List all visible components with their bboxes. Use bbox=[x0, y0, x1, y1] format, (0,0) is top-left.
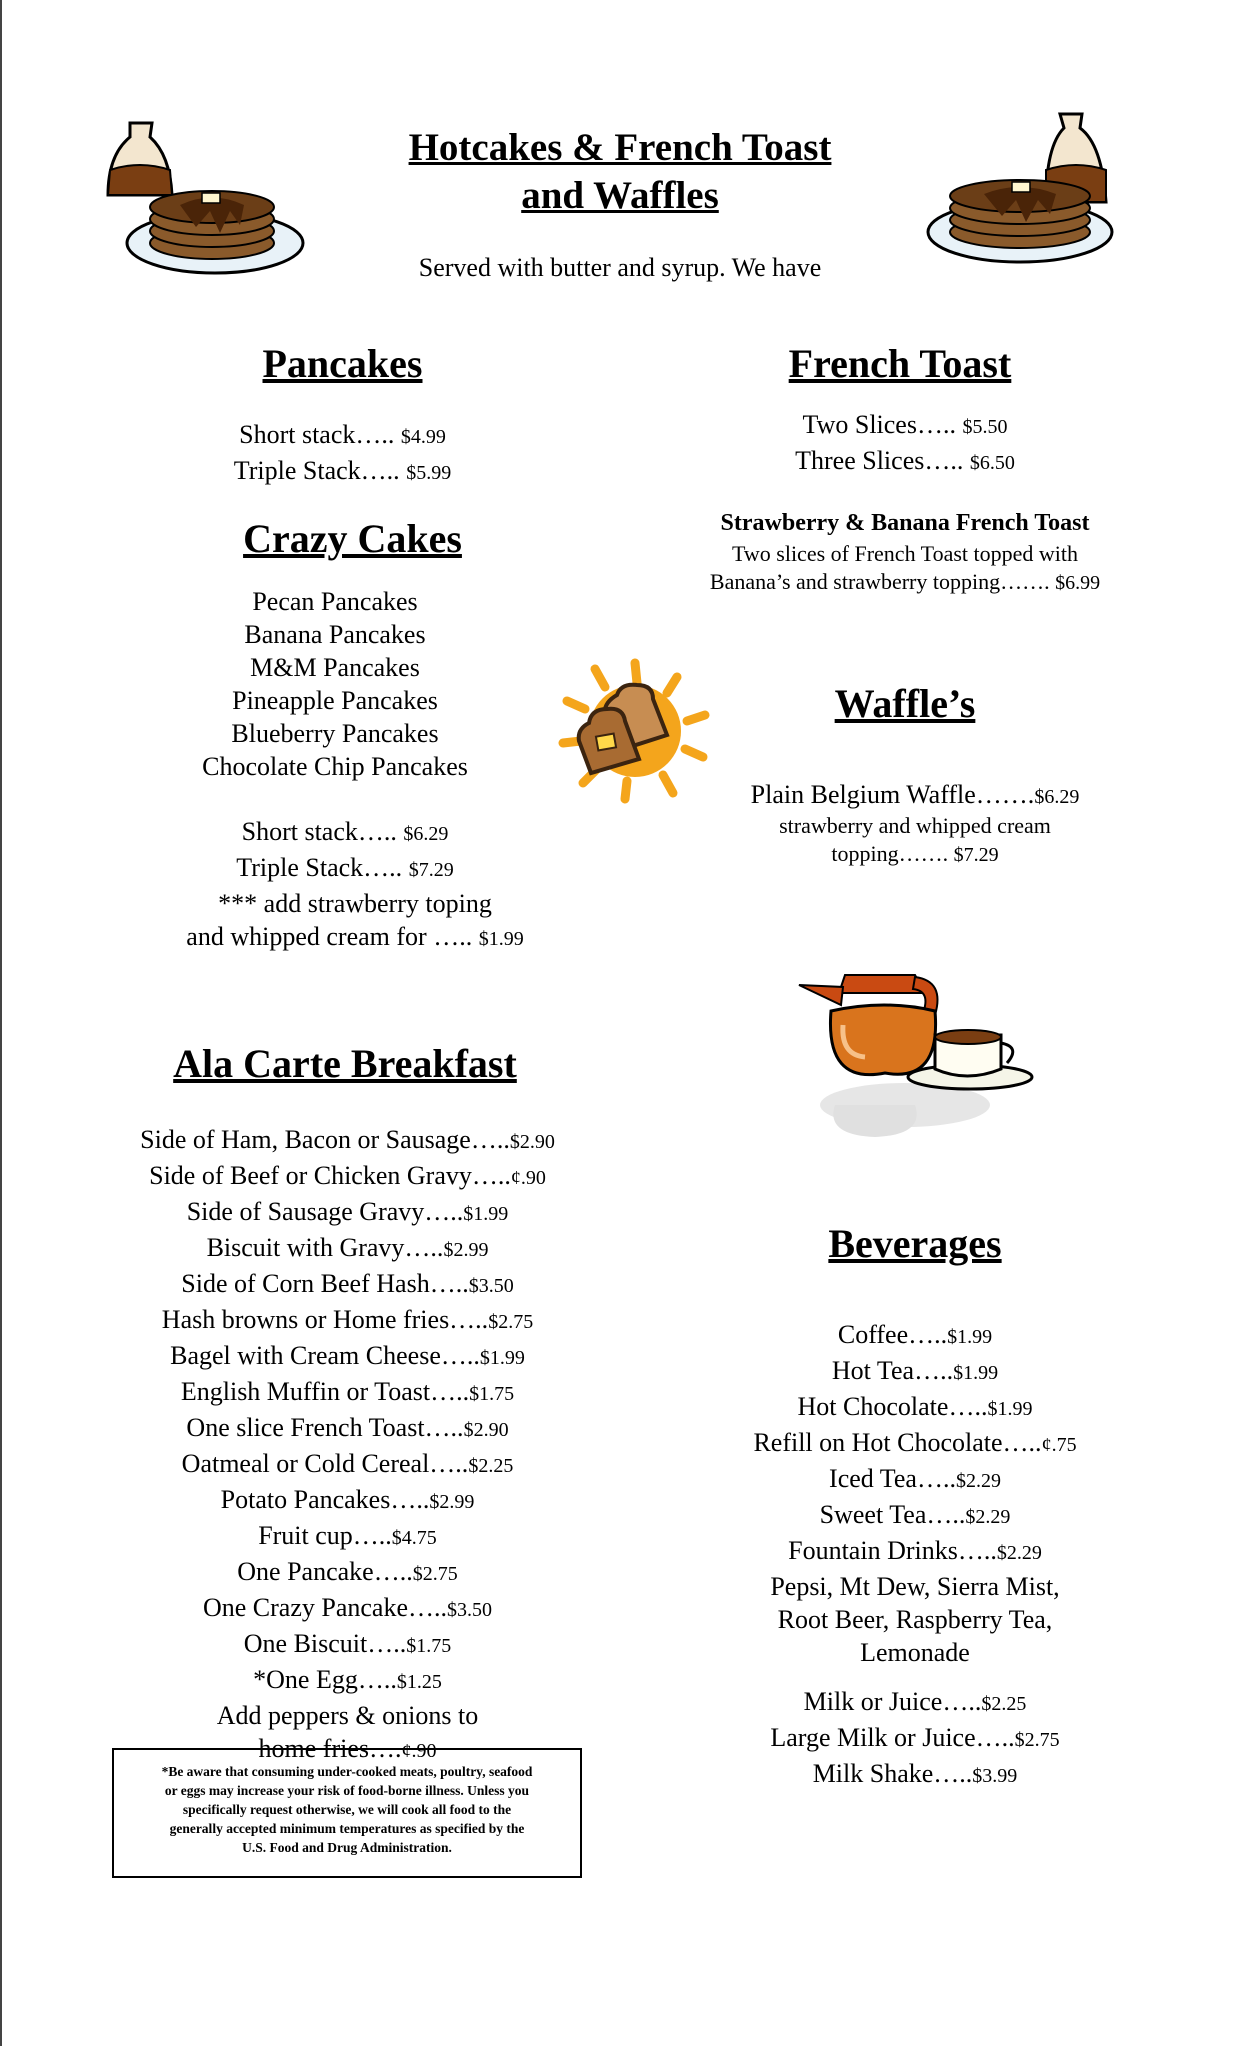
flavor-item: Pecan Pancakes bbox=[252, 587, 418, 616]
flavor-item: Chocolate Chip Pancakes bbox=[202, 752, 468, 781]
menu-item: One slice French Toast…..$2.90 bbox=[186, 1413, 509, 1442]
addon-line: and whipped cream for ….. $1.99 bbox=[186, 922, 524, 951]
toast-sun-icon bbox=[555, 655, 715, 805]
menu-item: Two Slices….. $5.50 bbox=[802, 410, 1008, 439]
waffles-heading: Waffle’s bbox=[834, 681, 976, 726]
menu-item: Triple Stack….. $5.99 bbox=[233, 456, 452, 485]
menu-item: Milk Shake…..$3.99 bbox=[812, 1759, 1018, 1788]
menu-item: Side of Sausage Gravy…..$1.99 bbox=[186, 1197, 509, 1226]
menu-item: Fountain Drinks…..$2.29 bbox=[788, 1536, 1042, 1565]
beverages-heading: Beverages bbox=[828, 1221, 1002, 1266]
fountain-line: Lemonade bbox=[860, 1638, 970, 1667]
pancakes-list bbox=[190, 418, 495, 490]
menu-item: Iced Tea…..$2.29 bbox=[829, 1464, 1001, 1493]
pancake-stack-icon bbox=[100, 115, 305, 285]
disclaimer-line: specifically request otherwise, we will cook all food to the bbox=[182, 1802, 512, 1817]
disclaimer-line: or eggs may increase your risk of food-borne illness. Unless you bbox=[164, 1783, 530, 1798]
special-line: Two slices of French Toast topped with bbox=[731, 541, 1079, 566]
special-description bbox=[660, 540, 1150, 597]
flavor-item: Banana Pancakes bbox=[244, 620, 426, 649]
menu-title-line2: and Waffles bbox=[521, 174, 719, 217]
menu-item: Large Milk or Juice…..$2.75 bbox=[770, 1723, 1060, 1752]
disclaimer-line: U.S. Food and Drug Administration. bbox=[242, 1840, 452, 1855]
menu-item: Hot Tea…..$1.99 bbox=[831, 1356, 999, 1385]
special-title: Strawberry & Banana French Toast bbox=[720, 510, 1090, 536]
menu-item: One Crazy Pancake…..$3.50 bbox=[202, 1593, 493, 1622]
menu-item: Biscuit with Gravy…..$2.99 bbox=[206, 1233, 489, 1262]
menu-item: Fruit cup…..$4.75 bbox=[258, 1521, 437, 1550]
disclaimer-line: generally accepted minimum temperatures as specified by the bbox=[169, 1821, 525, 1836]
french-toast-list bbox=[760, 408, 1050, 480]
menu-item: Side of Beef or Chicken Gravy…..¢.90 bbox=[149, 1161, 546, 1190]
crazy-cakes-flavors bbox=[150, 585, 520, 783]
menu-item: Side of Corn Beef Hash…..$3.50 bbox=[181, 1269, 514, 1298]
coffee-pot-icon bbox=[795, 965, 1035, 1145]
flavor-item: Pineapple Pancakes bbox=[232, 686, 438, 715]
beverages-list bbox=[700, 1318, 1130, 1793]
menu-item: Refill on Hot Chocolate…..¢.75 bbox=[753, 1428, 1077, 1457]
menu-item: Coffee…..$1.99 bbox=[837, 1320, 993, 1349]
addon-line: *** add strawberry toping bbox=[218, 889, 492, 918]
menu-item: Three Slices….. $6.50 bbox=[795, 446, 1015, 475]
peppers-line: home fries….¢.90 bbox=[258, 1734, 437, 1763]
topping-line: topping……. $7.29 bbox=[831, 841, 999, 866]
menu-item: Oatmeal or Cold Cereal…..$2.25 bbox=[181, 1449, 514, 1478]
topping-line: strawberry and whipped cream bbox=[779, 813, 1051, 838]
menu-item: One Biscuit…..$1.75 bbox=[243, 1629, 452, 1658]
flavor-item: M&M Pancakes bbox=[250, 653, 420, 682]
menu-item: One Pancake…..$2.75 bbox=[237, 1557, 458, 1586]
waffle-item: Plain Belgium Waffle…….$6.29 bbox=[750, 780, 1080, 809]
special-line: Banana’s and strawberry topping……. $6.99 bbox=[709, 569, 1101, 594]
menu-subtitle: Served with butter and syrup. We have bbox=[418, 253, 822, 282]
menu-item: English Muffin or Toast…..$1.75 bbox=[180, 1377, 515, 1406]
menu-item: Milk or Juice…..$2.25 bbox=[803, 1687, 1027, 1716]
crazy-cakes-prices bbox=[150, 815, 560, 956]
menu-item: *One Egg…..$1.25 bbox=[253, 1665, 442, 1694]
peppers-line: Add peppers & onions to bbox=[216, 1701, 479, 1730]
menu-item: Hot Chocolate…..$1.99 bbox=[797, 1392, 1033, 1421]
ala-carte-heading: Ala Carte Breakfast bbox=[173, 1041, 517, 1086]
flavor-item: Blueberry Pancakes bbox=[231, 719, 439, 748]
menu-item: Bagel with Cream Cheese…..$1.99 bbox=[170, 1341, 525, 1370]
crazy-cakes-heading: Crazy Cakes bbox=[243, 516, 462, 561]
menu-item: Sweet Tea…..$2.29 bbox=[819, 1500, 1011, 1529]
menu-item: Side of Ham, Bacon or Sausage…..$2.90 bbox=[140, 1125, 555, 1154]
menu-item: Short stack….. $4.99 bbox=[239, 420, 446, 449]
menu-item: Potato Pancakes…..$2.99 bbox=[220, 1485, 475, 1514]
menu-title-line1: Hotcakes & French Toast bbox=[408, 126, 832, 169]
pancake-stack-icon bbox=[920, 110, 1140, 275]
menu-item: Triple Stack….. $7.29 bbox=[236, 853, 454, 882]
pancakes-heading: Pancakes bbox=[262, 341, 423, 386]
menu-item: Hash browns or Home fries…..$2.75 bbox=[161, 1305, 534, 1334]
food-safety-disclaimer bbox=[112, 1748, 582, 1878]
fountain-line: Pepsi, Mt Dew, Sierra Mist, bbox=[770, 1572, 1060, 1601]
ala-carte-list bbox=[100, 1123, 595, 1768]
menu-item: Short stack….. $6.29 bbox=[241, 817, 449, 846]
disclaimer-line: *Be aware that consuming under-cooked meats, poultry, seafood bbox=[161, 1764, 533, 1779]
waffle-topping bbox=[700, 812, 1130, 869]
fountain-line: Root Beer, Raspberry Tea, bbox=[777, 1605, 1053, 1634]
french-toast-heading: French Toast bbox=[788, 341, 1012, 386]
